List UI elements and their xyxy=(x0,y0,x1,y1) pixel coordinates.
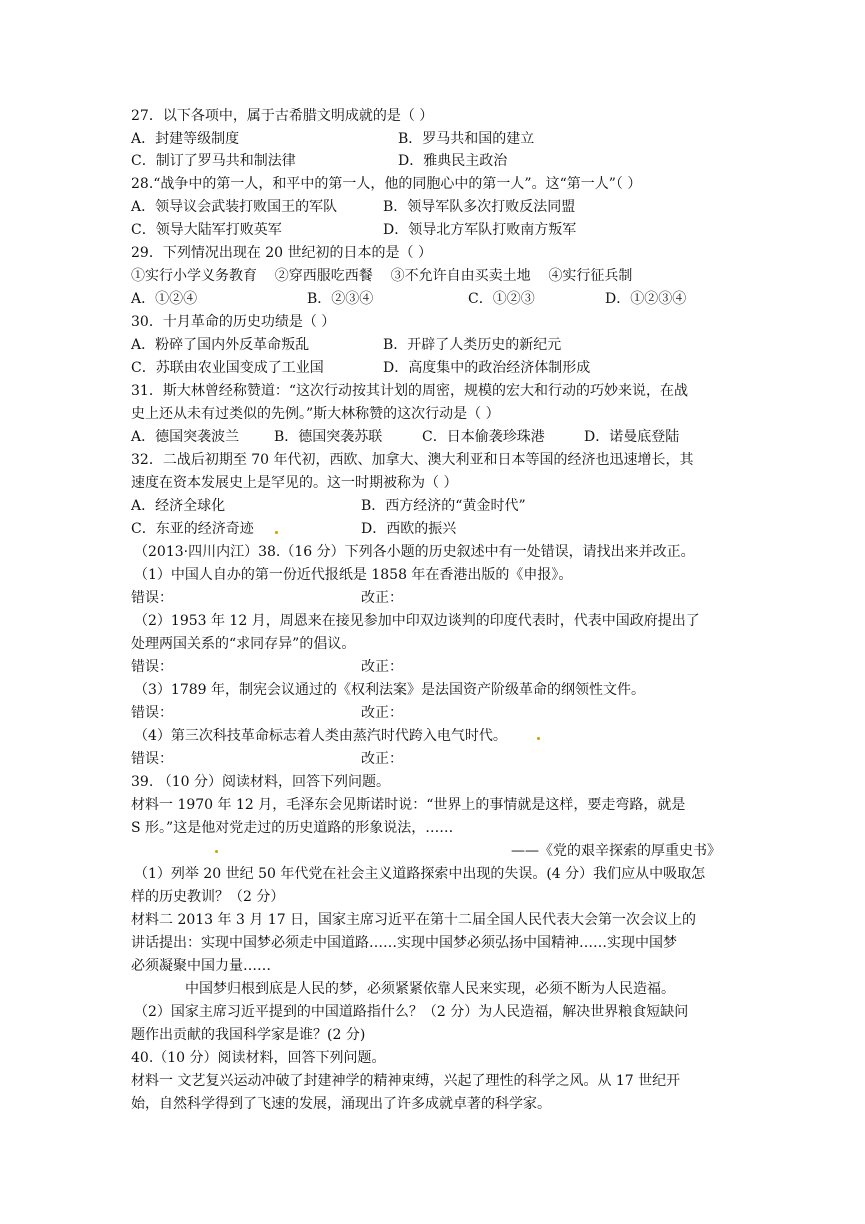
q30-options-row2 xyxy=(131,359,591,377)
q27-options-row2 xyxy=(131,152,508,170)
q39-material2-line1: 材料二 2013 年 3 月 17 日，国家主席习近平在第十二届全国人民代表大会第一次会议上的 xyxy=(131,912,697,928)
q28-option-d: D．领导北方军队打败南方叛军 xyxy=(383,222,577,238)
q30-options-row1 xyxy=(131,336,562,354)
q30-option-b: B．开辟了人类历史的新纪元 xyxy=(383,337,562,353)
error-label: 错误： xyxy=(131,659,173,675)
q39-sub2-line2: 题作出贡献的我国科学家是谁？(2 分) xyxy=(131,1027,366,1043)
q27-option-d: D．雅典民主政治 xyxy=(398,153,508,169)
q38-sub1: （1）中国人自办的第一份近代报纸是 1858 年在香港出版的《申报》。 xyxy=(134,567,573,583)
q39-material1-line2: S 形。”这是他对党走过的历史道路的形象说法，…… xyxy=(131,820,454,836)
q32-option-b: B．西方经济的“黄金时代” xyxy=(361,498,526,514)
q38-stem: （2013·四川内江）38.（16 分）下列各小题的历史叙述中有一处错误，请找出来并改正。 xyxy=(134,544,695,560)
q31-stem-line2: 史上还从未有过类似的先例。”斯大林称赞的这次行动是（ ） xyxy=(131,406,500,422)
q31-stem-line1: 31．斯大林曾经称赞道：“这次行动按其计划的周密，规模的宏大和行动的巧妙来说，在战 xyxy=(131,383,688,399)
q30-option-a: A．粉碎了国内外反革命叛乱 xyxy=(131,337,310,353)
q28-option-c: C．领导大陆军打败英军 xyxy=(131,222,282,238)
q30-stem: 30．十月革命的历史功绩是（ ） xyxy=(131,314,336,330)
q32-stem-line1: 32．二战后初期至 70 年代初，西欧、加拿大、澳大利亚和日本等国的经济也迅速增长，其 xyxy=(131,452,694,468)
q38-sub3-answer xyxy=(131,704,403,722)
stray-mark xyxy=(275,531,278,534)
q38-sub1-answer xyxy=(131,589,403,607)
q31-options xyxy=(131,428,680,446)
q28-option-b: B．领导军队多次打败反法同盟 xyxy=(383,199,576,215)
q30-option-c: C．苏联由农业国变成了工业国 xyxy=(131,360,324,376)
error-label: 错误： xyxy=(131,751,173,767)
q38-sub4: （4）第三次科技革命标志着人类由蒸汽时代跨入电气时代。 xyxy=(134,728,507,744)
q32-options-row2 xyxy=(131,520,457,538)
q40-material1-line2: 始，自然科学得到了飞速的发展，涌现出了许多成就卓著的科学家。 xyxy=(131,1096,551,1112)
q38-sub3: （3）1789 年，制宪会议通过的《权利法案》是法国资产阶级革命的纲领性文件。 xyxy=(134,682,645,698)
q27-stem: 27．以下各项中，属于古希腊文明成就的是（ ） xyxy=(131,108,434,124)
q29-options xyxy=(131,290,687,308)
q29-stem: 29．下列情况出现在 20 世纪初的日本的是（ ） xyxy=(131,245,432,261)
q29-option-a: A．①②④ xyxy=(131,291,198,307)
stray-mark xyxy=(215,850,218,853)
q30-option-d: D．高度集中的政治经济体制形成 xyxy=(383,360,591,376)
correction-label: 改正： xyxy=(361,751,403,767)
q39-material1-line1: 材料一 1970 年 12 月，毛泽东会见斯诺时说：“世界上的事情就是这样，要走弯路，就是 xyxy=(131,797,686,813)
q38-sub4-answer xyxy=(131,750,403,768)
q28-options-row2 xyxy=(131,221,577,239)
correction-label: 改正： xyxy=(361,659,403,675)
q27-options-row1 xyxy=(131,130,535,148)
q27-option-a: A．封建等级制度 xyxy=(131,131,240,147)
q39-sub1-line1: （1）列举 20 世纪 50 年代党在社会主义道路探索中出现的失误。(4 分）我们应从中吸取怎 xyxy=(134,866,706,882)
q31-option-d: D．诺曼底登陆 xyxy=(584,429,680,445)
correction-label: 改正： xyxy=(361,590,403,606)
q27-option-c: C．制订了罗马共和制法律 xyxy=(131,153,296,169)
q31-option-b: B．德国突袭苏联 xyxy=(274,429,383,445)
q28-options-row1 xyxy=(131,198,576,216)
q39-sub2-line1: （2）国家主席习近平提到的中国道路指什么？（2 分）为人民造福，解决世界粮食短缺问 xyxy=(134,1004,689,1020)
q32-stem-line2: 速度在资本发展史上是罕见的。这一时期被称为（ ） xyxy=(131,475,458,491)
error-label: 错误： xyxy=(131,590,173,606)
q29-option-c: C．①②③ xyxy=(468,291,535,307)
q32-options-row1 xyxy=(131,497,526,515)
q29-option-d: D．①②③④ xyxy=(605,291,687,307)
q39-source: ——《党的艰辛探索的厚重史书》 xyxy=(511,843,721,859)
q39-stem: 39. （10 分）阅读材料，回答下列问题。 xyxy=(131,774,390,790)
error-label: 错误： xyxy=(131,705,173,721)
q32-option-c: C．东亚的经济奇迹 xyxy=(131,521,254,537)
q39-material2-line3: 必须凝聚中国力量…… xyxy=(131,958,271,974)
q32-option-a: A．经济全球化 xyxy=(131,498,226,514)
q31-option-c: C．日本偷袭珍珠港 xyxy=(422,429,545,445)
q39-sub1-line2: 样的历史教训？（2 分） xyxy=(131,889,285,905)
q38-sub2-line2: 处理两国关系的“求同存异”的倡议。 xyxy=(131,636,356,652)
q40-material1-line1: 材料一 文艺复兴运动冲破了封建神学的精神束缚，兴起了理性的科学之风。从 17 世纪开 xyxy=(131,1073,681,1089)
q31-option-a: A．德国突袭波兰 xyxy=(131,429,240,445)
q28-option-a: A．领导议会武装打败国王的军队 xyxy=(131,199,338,215)
q38-sub2-answer xyxy=(131,658,403,676)
correction-label: 改正： xyxy=(361,705,403,721)
q28-stem: 28.“战争中的第一人，和平中的第一人，他的同胞心中的第一人”。这“第一人”（ ） xyxy=(131,176,642,192)
q40-stem: 40.（10 分）阅读材料，回答下列问题。 xyxy=(131,1050,386,1066)
q29-items: ①实行小学义务教育 ②穿西服吃西餐 ③不允许自由买卖土地 ④实行征兵制 xyxy=(131,268,633,284)
q39-material2-line2: 讲话提出：实现中国梦必须走中国道路……实现中国梦必须弘扬中国精神……实现中国梦 xyxy=(131,935,677,951)
q29-option-b: B．②③④ xyxy=(307,291,374,307)
q38-sub2-line1: （2）1953 年 12 月，周恩来在接见参加中印双边谈判的印度代表时，代表中国政府提出了 xyxy=(134,613,700,629)
q27-option-b: B．罗马共和国的建立 xyxy=(398,131,535,147)
q32-option-d: D．西欧的振兴 xyxy=(361,521,457,537)
stray-mark xyxy=(537,737,540,740)
q39-material2-line4: 中国梦归根到底是人民的梦，必须紧紧依靠人民来实现，必须不断为人民造福。 xyxy=(185,981,675,997)
